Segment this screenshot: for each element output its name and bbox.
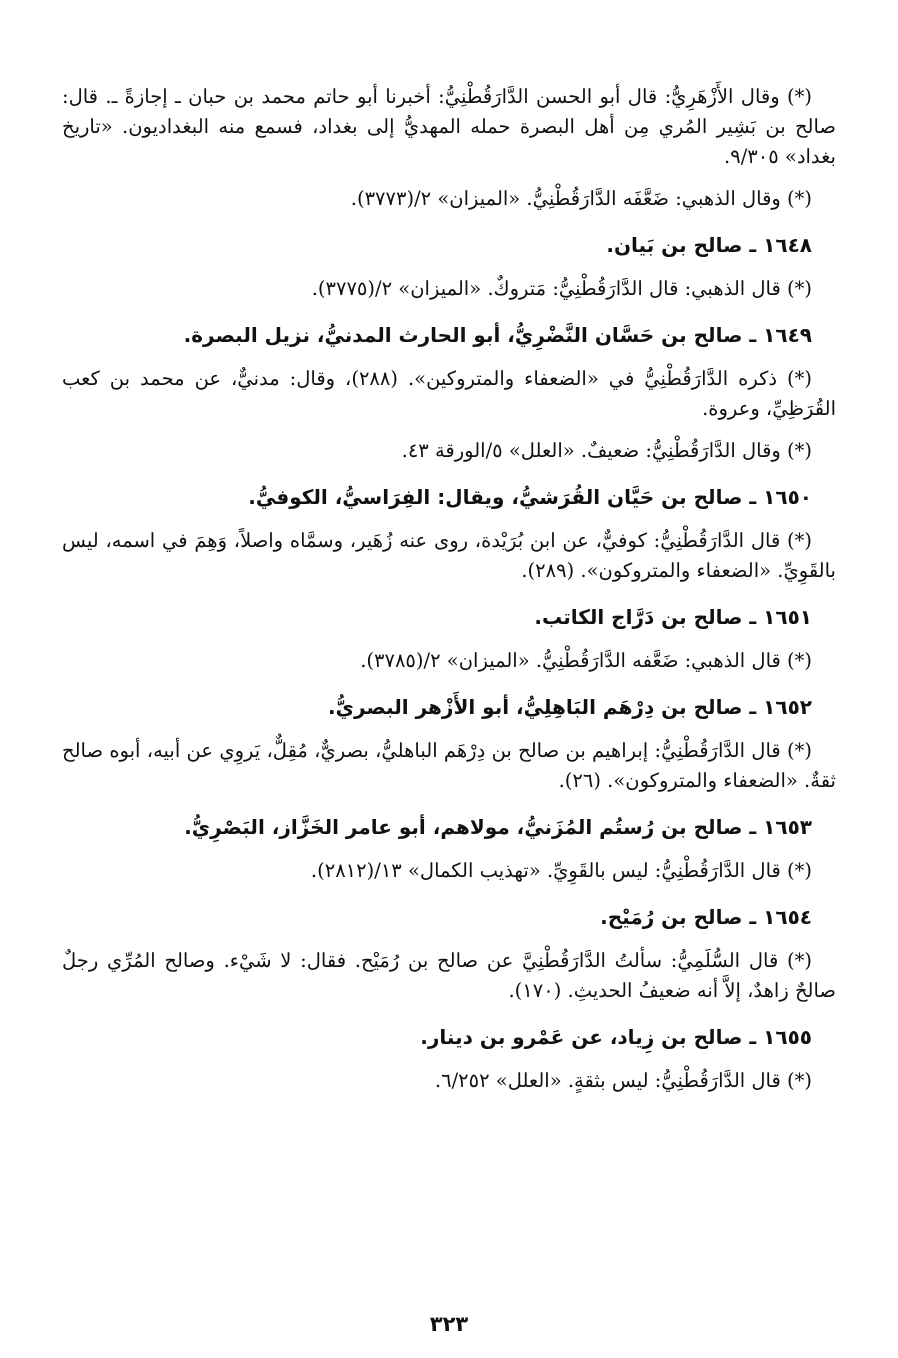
entry-paragraph: (*) قال الدَّارَقُطْنِيُّ: إبراهيم بن صالح بن دِرْهَم الباهليُّ، بصريٌّ، مُقِلٌّ، يَروِي عن أبيه، أبوه صالح ثقةٌ. «الضعفاء والمتروكون». (٢٦). xyxy=(62,739,836,792)
intro-paragraph: (*) وقال الأَزْهَرِيُّ: قال أبو الحسن الدَّارَقُطْنِيُّ: أخبرنا أبو حاتم محمد بن حبان ـ إجازةً ـ. قال: صالح بن بَشِير المُري مِن أهل البصرة حمله المهديُّ إلى بغداد، فسمع منه البغداديون. «تاريخ بغداد» ٩/٣٠٥. xyxy=(62,85,836,168)
page-number: ٣٢٣ xyxy=(429,1312,469,1336)
entry-paragraph: (*) قال الذهبي: ضَعَّفه الدَّارَقُطْنِيُّ. «الميزان» ٢/(٣٧٨٥). xyxy=(360,649,812,672)
entry-heading: ١٦٤٩ ـ صالح بن حَسَّان النَّضْرِيُّ، أبو الحارث المدنيُّ، نزيل البصرة. xyxy=(183,323,812,347)
entry-paragraph: (*) قال الدَّارَقُطْنِيُّ: ليس بالقَوِيِّ. «تهذيب الكمال» ١٣/(٢٨١٢). xyxy=(310,859,812,882)
entry-heading: ١٦٥٥ ـ صالح بن زِياد، عن عَمْرو بن دينار. xyxy=(420,1025,812,1049)
entry-paragraph: (*) ذكره الدَّارَقُطْنِيُّ في «الضعفاء والمتروكين». (٢٨٨)، وقال: مدنيٌّ، عن محمد بن كعب القُرَظِيِّ، وعروة. xyxy=(62,367,836,420)
entry-heading: ١٦٥٢ ـ صالح بن دِرْهَم البَاهِلِيُّ، أبو الأَزْهر البصريُّ. xyxy=(328,695,812,719)
entry-heading: ١٦٥٠ ـ صالح بن حَيَّان القُرَشيُّ، ويقال: الفِرَاسيُّ، الكوفيُّ. xyxy=(248,485,812,509)
entry-paragraph: (*) قال الدَّارَقُطْنِيُّ: ليس بثقةٍ. «العلل» ٦/٢٥٢. xyxy=(434,1069,812,1092)
document-page xyxy=(62,82,836,1338)
entry-heading: ١٦٥١ ـ صالح بن دَرَّاج الكاتب. xyxy=(534,605,812,629)
entry-heading: ١٦٥٣ ـ صالح بن رُستُم المُزَنيُّ، مولاهم، أبو عامر الخَزَّاز، البَصْرِيُّ. xyxy=(184,815,812,839)
intro-paragraph: (*) وقال الذهبي: ضَعَّفَه الدَّارَقُطْنِيُّ. «الميزان» ٢/(٣٧٧٣). xyxy=(350,187,812,210)
entry-paragraph: (*) قال الذهبي: قال الدَّارَقُطْنِيُّ: مَتروكٌ. «الميزان» ٢/(٣٧٧٥). xyxy=(311,277,812,300)
entry-heading: ١٦٤٨ ـ صالح بن بَيان. xyxy=(606,233,812,257)
entry-paragraph: (*) قال الدَّارَقُطْنِيُّ: كوفيٌّ، عن ابن بُرَيْدة، روى عنه زُهَير، وسمَّاه واصلاً، وَهِمَ في اسمه، ليس بالقَوِيِّ. «الضعفاء والمتروكون». (٢٨٩). xyxy=(62,529,836,582)
entry-paragraph: (*) وقال الدَّارَقُطْنِيُّ: ضعيفٌ. «العلل» ٥/الورقة ٤٣. xyxy=(401,439,812,462)
entry-heading: ١٦٥٤ ـ صالح بن رُمَيْح. xyxy=(600,905,812,929)
entry-paragraph: (*) قال السُّلَمِيُّ: سألتُ الدَّارَقُطْنِيَّ عن صالح بن رُمَيْح. فقال: لا شَيْء. وصالح المُرِّي رجلٌ صالحٌ زاهدٌ، إلاَّ أنه ضعيفُ الحديثِ. (١٧٠). xyxy=(62,949,836,1002)
